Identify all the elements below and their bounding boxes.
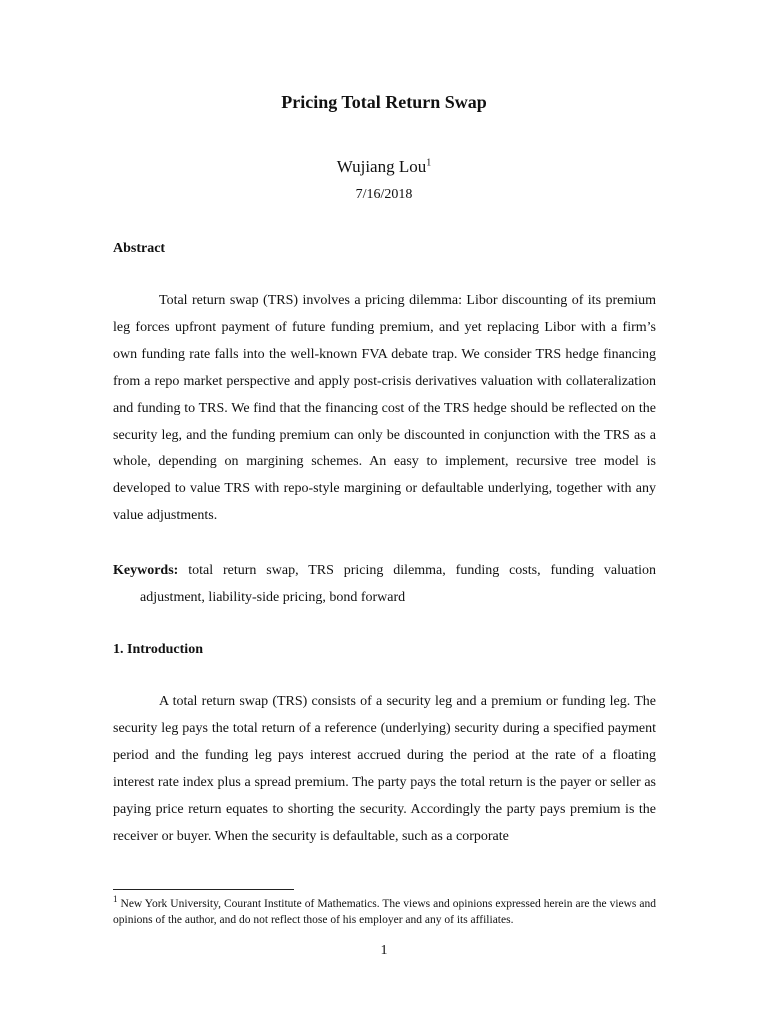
abstract-body <box>113 288 656 530</box>
footnote-text: New York University, Courant Institute of Mathematics. The views and opinions expressed herein are the views and opinions of the author, and do not reflect those of his employer and any of its affiliates. <box>113 898 657 926</box>
introduction-heading: 1. Introduction <box>113 642 203 657</box>
footnote-mark: 1 <box>113 894 118 905</box>
keywords-block <box>113 557 656 611</box>
paper-title: Pricing Total Return Swap <box>281 92 487 112</box>
page-number: 1 <box>380 943 388 958</box>
author-name: Wujiang Lou <box>336 157 427 176</box>
footnote-divider <box>113 889 294 890</box>
footnote <box>113 894 657 928</box>
introduction-body <box>113 689 656 850</box>
paper-date: 7/16/2018 <box>355 187 413 202</box>
keywords-text: total return swap, TRS pricing dilemma, funding costs, funding valuation adjustment, liability-side pricing, bond forward <box>140 563 656 605</box>
author-line <box>0 157 768 177</box>
abstract-heading: Abstract <box>113 241 166 256</box>
keywords-label: Keywords: <box>113 563 179 578</box>
author-footnote-mark: 1 <box>426 157 432 169</box>
introduction-paragraph: A total return swap (TRS) consists of a security leg and a premium or funding leg. The security leg pays the total return of a reference (underlying) security during a specified payment period and the funding leg pays interest accrued during the period at the rate of a floating interest rate index plus a spread premium. The party pays the total return is the payer or seller as paying price return equates to shorting the security. Accordingly the party pays premium is the receiver or buyer. When the security is defaultable, such as a corporate <box>113 694 656 844</box>
abstract-paragraph: Total return swap (TRS) involves a pricing dilemma: Libor discounting of its premium leg forces upfront payment of future funding premium, and yet replacing Libor with a firm’s own funding rate falls into the well-known FVA debate trap. We consider TRS hedge financing from a repo market perspective and apply post-crisis derivatives valuation with collateralization and funding to TRS. We find that the financing cost of the TRS hedge should be reflected on the security leg, and the funding premium can only be discounted in conjunction with the TRS as a whole, depending on margining schemes. An easy to implement, recursive tree model is developed to value TRS with repo-style margining or defaultable underlying, together with any value adjustments. <box>113 293 656 524</box>
